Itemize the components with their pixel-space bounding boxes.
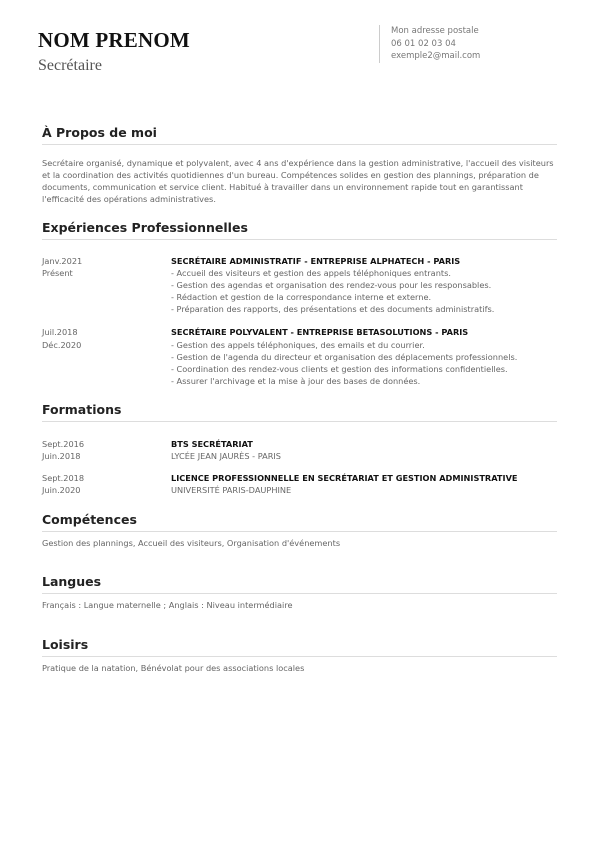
skills-title: Compétences (42, 512, 557, 532)
experience-detail (171, 255, 557, 315)
education-section (42, 402, 557, 496)
experience-bullet: - Gestion de l'agenda du directeur et organisation des déplacements professionnels. (171, 351, 518, 362)
contact-block (379, 25, 480, 63)
languages-text: Français : Langue maternelle ; Anglais : Niveau intermédiaire (42, 600, 293, 610)
education-detail (171, 472, 557, 496)
experience-dates (42, 326, 162, 350)
end-date: Présent (42, 268, 73, 279)
education-entry (42, 472, 557, 496)
skills-section (42, 512, 557, 549)
start-date: Sept.2018 (42, 473, 85, 484)
about-section (42, 125, 557, 205)
school-name: UNIVERSITÉ PARIS-DAUPHINE (171, 485, 292, 496)
education-detail (171, 438, 557, 462)
end-date: Juin.2020 (42, 485, 81, 496)
candidate-name: NOM PRENOM (38, 28, 190, 52)
education-title: Formations (42, 402, 557, 422)
phone-number: 06 01 02 03 04 (391, 38, 456, 49)
experience-bullet: - Coordination des rendez-vous clients et gestion des informations confidentielles. (171, 363, 508, 374)
start-date: Juil.2018 (42, 327, 78, 338)
school-name: LYCÉE JEAN JAURÈS - PARIS (171, 451, 282, 462)
experience-bullet: - Gestion des appels téléphoniques, des emails et du courrier. (171, 339, 425, 350)
experience-dates (42, 255, 162, 279)
end-date: Juin.2018 (42, 451, 81, 462)
experience-title: Expériences Professionnelles (42, 220, 557, 240)
start-date: Janv.2021 (42, 256, 83, 266)
job-title: Secrétaire (38, 57, 102, 74)
about-title: À Propos de moi (42, 125, 557, 145)
start-date: Sept.2016 (42, 439, 85, 449)
experience-bullet: - Rédaction et gestion de la correspondance interne et externe. (171, 292, 432, 303)
resume-header (0, 0, 600, 110)
skills-text: Gestion des plannings, Accueil des visiteurs, Organisation d'événements (42, 538, 341, 548)
experience-bullet: - Préparation des rapports, des présentations et des documents administratifs. (171, 304, 495, 315)
hobbies-section (42, 637, 557, 674)
experience-role: SECRÉTAIRE ADMINISTRATIF - ENTREPRISE ALPHATECH - PARIS (171, 256, 461, 266)
experience-section (42, 220, 557, 387)
postal-address: Mon adresse postale (391, 26, 479, 36)
degree-title: BTS SECRÉTARIAT (171, 439, 253, 449)
education-entry (42, 438, 557, 462)
experience-bullet: - Assurer l'archivage et la mise à jour des bases de données. (171, 375, 421, 386)
experience-role: SECRÉTAIRE POLYVALENT - ENTREPRISE BETASOLUTIONS - PARIS (171, 327, 469, 338)
degree-title: LICENCE PROFESSIONNELLE EN SECRÉTARIAT ET GESTION ADMINISTRATIVE (171, 473, 518, 484)
hobbies-text: Pratique de la natation, Bénévolat pour des associations locales (42, 663, 305, 673)
experience-entry (42, 255, 557, 315)
experience-bullet: - Gestion des agendas et organisation des rendez-vous pour les responsables. (171, 280, 492, 291)
languages-section (42, 574, 557, 611)
hobbies-title: Loisirs (42, 637, 557, 657)
email-address: exemple2@mail.com (391, 51, 481, 61)
education-dates (42, 472, 162, 496)
experience-bullet: - Accueil des visiteurs et gestion des appels téléphoniques entrants. (171, 268, 451, 279)
experience-entry (42, 326, 557, 386)
experience-detail (171, 326, 557, 386)
education-dates (42, 438, 162, 462)
languages-title: Langues (42, 574, 557, 594)
about-text: Secrétaire organisé, dynamique et polyvalent, avec 4 ans d'expérience dans la gestion administrative, l'accueil des visiteurs et la coordination des activités quotidiennes d'un bureau. Compétences solides en gestion des plannings, préparation de documents, communication et service client. Habitué à travailler dans un environnement rapide tout en garantissant l'efficacité des opérations administratives. (42, 158, 554, 205)
end-date: Déc.2020 (42, 339, 82, 350)
